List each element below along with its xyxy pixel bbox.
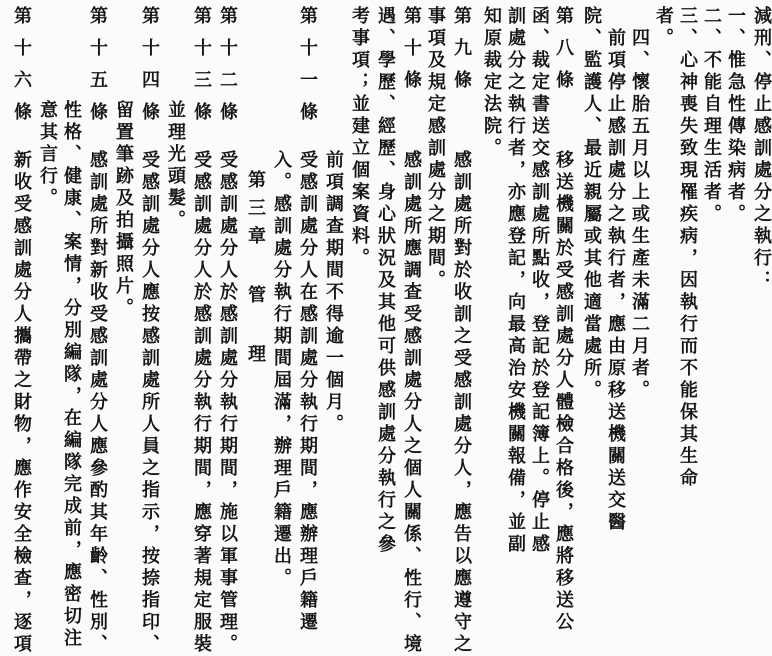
text-column: 函、裁定書送交感訓處所點收，登記於登記簿上。停止感 [529, 6, 550, 556]
text-column: 一、惟急性傳染病者。 [725, 6, 746, 226]
text-column: 並理光頭髮。 [165, 100, 186, 232]
text-column: 三、心神喪失致現罹疾病，因執行而不能保其生命 [677, 6, 698, 490]
article-heading: 第十二條 [217, 6, 238, 134]
article-heading: 第九條 [451, 6, 472, 102]
text-column: 者。 [653, 6, 674, 50]
text-column: 院、監護人、最近親屬或其他適當處所。 [581, 6, 602, 402]
text-column: 感訓處所對新收受感訓處分人應參酌其年齡、性別、 [87, 150, 108, 656]
text-column: 感訓處所對於收訓之受感訓處分人，應告以應遵守之 [451, 150, 472, 656]
text-column: 受感訓處分人應按感訓處所人員之指示，按捺指印、 [139, 150, 160, 656]
text-column: 意其言行。 [37, 100, 58, 210]
text-column: 入。感訓處分執行期間屆滿，辦理戶籍遷出。 [271, 150, 292, 590]
text-column: 減刑、停止感訓處分之執行： [751, 6, 772, 292]
text-column: 留置筆跡及拍攝照片。 [113, 100, 134, 320]
text-column: 受感訓處分人於感訓處分執行期間，施以軍事管理。 [217, 150, 238, 656]
text-column: 受感訓處分人在感訓處分執行期間，應辦理戶籍遷 [297, 150, 318, 634]
text-column: 感訓處所應調查受感訓處分人之個人關係、性行、境 [401, 150, 422, 656]
chapter-heading: 第三章 管 理 [245, 170, 266, 372]
article-heading: 第十五條 [87, 6, 108, 134]
text-column: 前項停止感訓處分之執行者，應由原移送機關送交醫 [605, 28, 626, 534]
text-column: 知原裁定法院。 [481, 6, 502, 160]
text-column: 前項調查期間不得逾一個月。 [323, 150, 344, 436]
article-heading: 第十三條 [191, 6, 212, 134]
article-heading: 第八條 [553, 6, 574, 102]
text-column: 事項及規定感訓處分之期間。 [425, 6, 446, 292]
text-column: 遇、學歷、經歷、身心狀況及其他可供感訓處分執行之參 [375, 6, 396, 556]
article-heading: 第十一條 [297, 6, 318, 134]
article-heading: 第十六條 [11, 6, 32, 134]
text-column: 考事項；並建立個案資料。 [349, 6, 370, 270]
article-heading: 第十條 [401, 6, 422, 102]
text-column: 訓處分之執行者，亦應登記，向最高治安機關報備，並副 [505, 6, 526, 556]
text-column: 四、懷胎五月以上或生產未滿二月者。 [629, 28, 650, 402]
text-column: 受感訓處分人於感訓處分執行期間，應穿著規定服裝 [191, 150, 212, 656]
text-column: 性格、健康、案情，分別編隊，在編隊完成前，應密切注 [61, 100, 82, 650]
article-heading: 第十四條 [139, 6, 160, 134]
text-column: 新收受感訓處分人攜帶之財物，應作安全檢查，逐項 [11, 150, 32, 656]
text-column: 移送機關於受感訓處分人體檢合格後，應將移送公 [553, 150, 574, 634]
text-column: 二、不能自理生活者。 [701, 6, 722, 226]
